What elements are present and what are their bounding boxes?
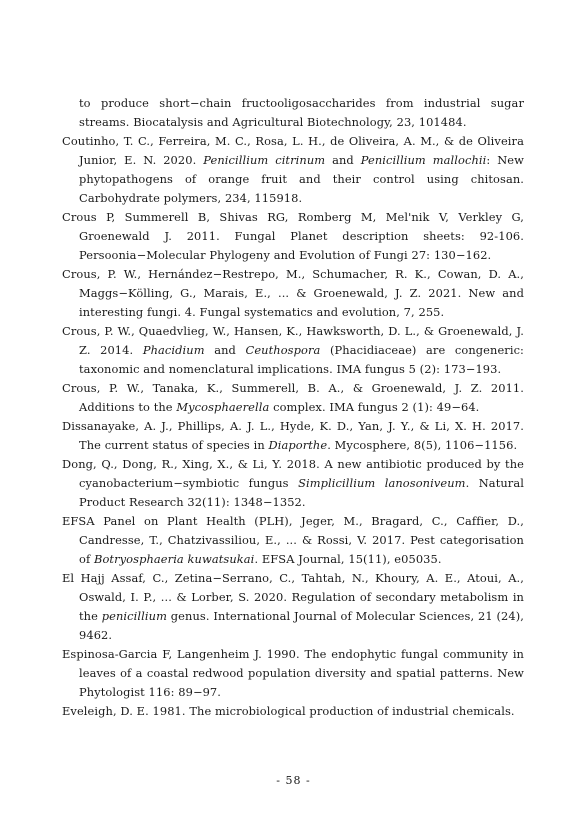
species-name: Penicillium citrinum [203, 153, 326, 167]
species-name: Phacidium [142, 343, 205, 357]
species-name: penicillium [101, 609, 167, 623]
reference-entry [62, 379, 524, 417]
reference-text: and [325, 153, 361, 167]
reference-text: to produce short−chain fructooligosaccharides from industrial sugar streams. Biocatalysis and Agricultural Biotechnology, 23, 101484. [79, 96, 524, 129]
reference-text: El Hajj Assaf, C., Zetina−Serrano, C., Tahtah, N., Khoury, A. E., Atoui, A., Oswald, I. P., ... & Lorber, S. 2020. Regulation of secondary metabolism in the [62, 571, 524, 623]
page-number: - 58 - [276, 774, 311, 787]
reference-entry [62, 265, 524, 322]
species-name: Penicillium mallochii [360, 153, 487, 167]
reference-text: Crous P, Summerell B, Shivas RG, Romberg M, Mel'nik V, Verkley G, Groenewald J. 2011. Fungal Planet description sheets: 92-106. Persoonia−Molecular Phylogeny and Evolution of Fungi 27: 130−162. [62, 210, 524, 262]
reference-text: Dissanayake, A. J., Phillips, A. J. L., Hyde, K. D., Yan, J. Y., & Li, X. H. 2017. The current status of species in [62, 419, 524, 452]
reference-text: (Phacidiaceae) are congeneric: taxonomic and nomenclatural implications. IMA fungus 5 (2): 173−193. [79, 343, 524, 376]
reference-entry [62, 512, 524, 569]
species-name: Botryosphaeria kuwatsukai [94, 552, 255, 566]
reference-entry [62, 455, 524, 512]
reference-text: Dong, Q., Dong, R., Xing, X., & Li, Y. 2018. A new antibiotic produced by the cyanobacterium−symbiotic fungus [62, 457, 524, 490]
reference-text: Espinosa-Garcia F, Langenheim J. 1990. The endophytic fungal community in leaves of a coastal redwood population diversity and spatial patterns. New Phytologist 116: 89−97. [62, 647, 524, 699]
reference-text: Coutinho, T. C., Ferreira, M. C., Rosa, L. H., de Oliveira, A. M., & de Oliveira Junior, E. N. 2020. [62, 134, 524, 167]
reference-text: EFSA Panel on Plant Health (PLH), Jeger, M., Bragard, C., Caffier, D., Candresse, T., Chatzivassiliou, E., ... & Rossi, V. 2017. Pest categorisation of [62, 514, 524, 566]
reference-entry [62, 132, 524, 208]
reference-text: Crous, P. W., Quaedvlieg, W., Hansen, K., Hawksworth, D. L., & Groenewald, J. Z. 2014. [62, 324, 524, 357]
reference-text: . Natural Product Research 32(11): 1348−1352. [79, 476, 524, 509]
species-name: Diaporthe [268, 438, 328, 452]
species-name: Mycosphaerella [176, 400, 270, 414]
reference-entry [62, 645, 524, 702]
reference-entry-continued [62, 94, 524, 132]
reference-text: . Mycosphere, 8(5), 1106−1156. [327, 438, 518, 452]
reference-entry [62, 569, 524, 645]
reference-entry [62, 417, 524, 455]
reference-text: genus. International Journal of Molecular Sciences, 21 (24), 9462. [79, 609, 524, 642]
reference-text: Crous, P. W., Hernández−Restrepo, M., Schumacher, R. K., Cowan, D. A., Maggs−Kölling, G., Marais, E., ... & Groenewald, J. Z. 2021. New and interesting fungi. 4. Fungal systematics and evolution, 7, 255. [62, 267, 524, 319]
reference-text: . EFSA Journal, 15(11), e05035. [254, 552, 442, 566]
species-name: Ceuthospora [245, 343, 321, 357]
reference-entry [62, 322, 524, 379]
reference-text: Crous, P. W., Tanaka, K., Summerell, B. A., & Groenewald, J. Z. 2011. Additions to the [62, 381, 524, 414]
reference-list [62, 94, 524, 721]
species-name: Simplicillium lanosoniveum [298, 476, 466, 490]
reference-text: Eveleigh, D. E. 1981. The microbiological production of industrial chemicals. [62, 704, 515, 718]
reference-text: : New phytopathogens of orange fruit and their control using chitosan. Carbohydrate polymers, 234, 115918. [79, 153, 524, 205]
reference-text: and [204, 343, 246, 357]
reference-text: complex. IMA fungus 2 (1): 49−64. [269, 400, 480, 414]
reference-entry [62, 702, 524, 721]
reference-entry [62, 208, 524, 265]
